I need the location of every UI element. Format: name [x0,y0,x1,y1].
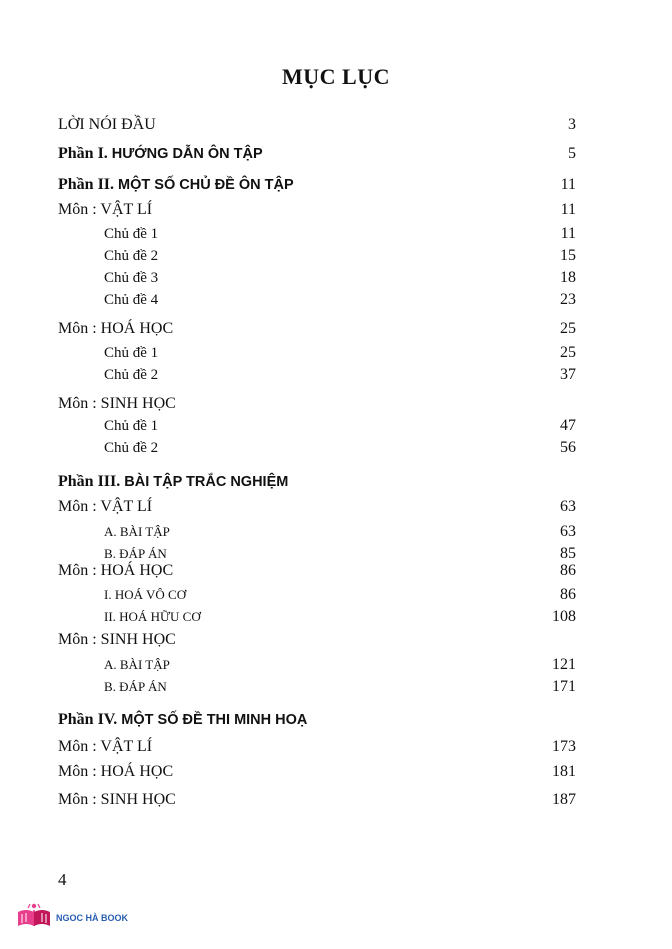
publisher-logo [16,902,128,933]
entry-label: A. BÀI TẬP [104,657,170,672]
entry-label: Chủ đề 2 [104,247,159,264]
entry-page: 11 [560,225,576,242]
entry-label: Chủ đề 3 [104,269,159,286]
toc-subentry [104,342,576,364]
part-label: Phần II. [58,176,115,193]
toc-subject [58,629,576,651]
entry-page: 173 [552,738,576,755]
entry-page: 171 [552,678,576,695]
toc-subject [58,789,576,811]
entry-page: 108 [552,608,576,625]
toc-subject [58,199,576,221]
toc-subentry [104,437,576,459]
toc-subentry [104,654,576,676]
subject-prefix: Môn : [58,395,97,412]
entry-label: B. ĐÁP ÁN [104,679,167,694]
subject-prefix: Môn : [58,562,97,579]
subject-prefix: Môn : [58,738,97,755]
toc-entry [58,114,576,136]
subject-prefix: Môn : [58,498,97,515]
entry-label: Chủ đề 1 [104,225,159,242]
part-title: BÀI TẬP TRẮC NGHIỆM [124,474,289,490]
toc-part-heading [58,143,576,165]
book-logo-icon [16,902,52,933]
subject-name: HOÁ HỌC [100,763,174,780]
entry-page: 11 [560,176,576,193]
part-label: Phần I. [58,145,108,162]
subject-name: HOÁ HỌC [100,562,174,579]
toc-subentry [104,521,576,543]
entry-label: Chủ đề 2 [104,439,159,456]
subject-name: VẬT LÍ [100,201,153,218]
subject-prefix: Môn : [58,631,97,648]
subject-prefix: Môn : [58,791,97,808]
entry-page: 85 [560,545,576,562]
entry-page: 63 [560,498,576,515]
entry-page: 3 [568,116,576,133]
toc-subject [58,736,576,758]
subject-name: SINH HỌC [100,631,176,648]
entry-page: 23 [560,291,576,308]
toc-subentry [104,676,576,698]
entry-page: 5 [568,145,576,162]
toc-part-heading [58,174,576,196]
entry-page: 181 [552,763,576,780]
subject-name: VẬT LÍ [100,738,153,755]
entry-page: 63 [560,523,576,540]
entry-label: I. HOÁ VÔ CƠ [104,587,187,602]
entry-page: 25 [560,320,576,337]
entry-page: 86 [560,562,576,579]
subject-name: SINH HỌC [100,791,176,808]
entry-label: Chủ đề 1 [104,344,159,361]
toc-subentry [104,364,576,386]
toc-subentry [104,267,576,289]
toc-subentry [104,223,576,245]
entry-label: LỜI NÓI ĐẦU [58,116,156,133]
page-number: 4 [58,870,67,889]
entry-page: 187 [552,791,576,808]
toc-subject [58,761,576,783]
entry-label: Chủ đề 2 [104,366,159,383]
entry-label: A. BÀI TẬP [104,524,170,539]
entry-page: 86 [560,586,576,603]
toc-title: MỤC LỤC [282,64,390,89]
entry-page: 25 [560,344,576,361]
toc-subentry [104,415,576,437]
part-label: Phần IV. [58,711,118,728]
toc-subject [58,318,576,340]
toc-subentry [104,584,576,606]
logo-text: NGOC HÀ BOOK [56,912,128,923]
entry-page: 15 [560,247,576,264]
toc-subentry [104,289,576,311]
entry-label: B. ĐÁP ÁN [104,546,167,561]
entry-label: II. HOÁ HỮU CƠ [104,609,201,624]
entry-page: 56 [560,439,576,456]
part-title: MỘT SỐ CHỦ ĐỀ ÔN TẬP [118,177,294,193]
subject-prefix: Môn : [58,320,97,337]
toc-subject [58,560,576,582]
subject-prefix: Môn : [58,763,97,780]
entry-label: Chủ đề 4 [104,291,159,308]
subject-name: SINH HỌC [100,395,176,412]
entry-page: 47 [560,417,576,434]
toc-subentry [104,245,576,267]
entry-page: 37 [560,366,576,383]
entry-label: Chủ đề 1 [104,417,159,434]
part-label: Phần III. [58,473,121,490]
toc-part-heading [58,709,576,731]
subject-name: VẬT LÍ [100,498,153,515]
part-title: HƯỚNG DẪN ÔN TẬP [111,146,263,162]
entry-page: 121 [552,656,576,673]
subject-name: HOÁ HỌC [100,320,174,337]
toc-subject [58,393,576,415]
toc-part-heading [58,471,576,493]
subject-prefix: Môn : [58,201,97,218]
part-title: MỘT SỐ ĐỀ THI MINH HOẠ [121,712,308,728]
entry-page: 18 [560,269,576,286]
toc-subentry [104,606,576,628]
entry-page: 11 [560,201,576,218]
toc-subject [58,496,576,518]
